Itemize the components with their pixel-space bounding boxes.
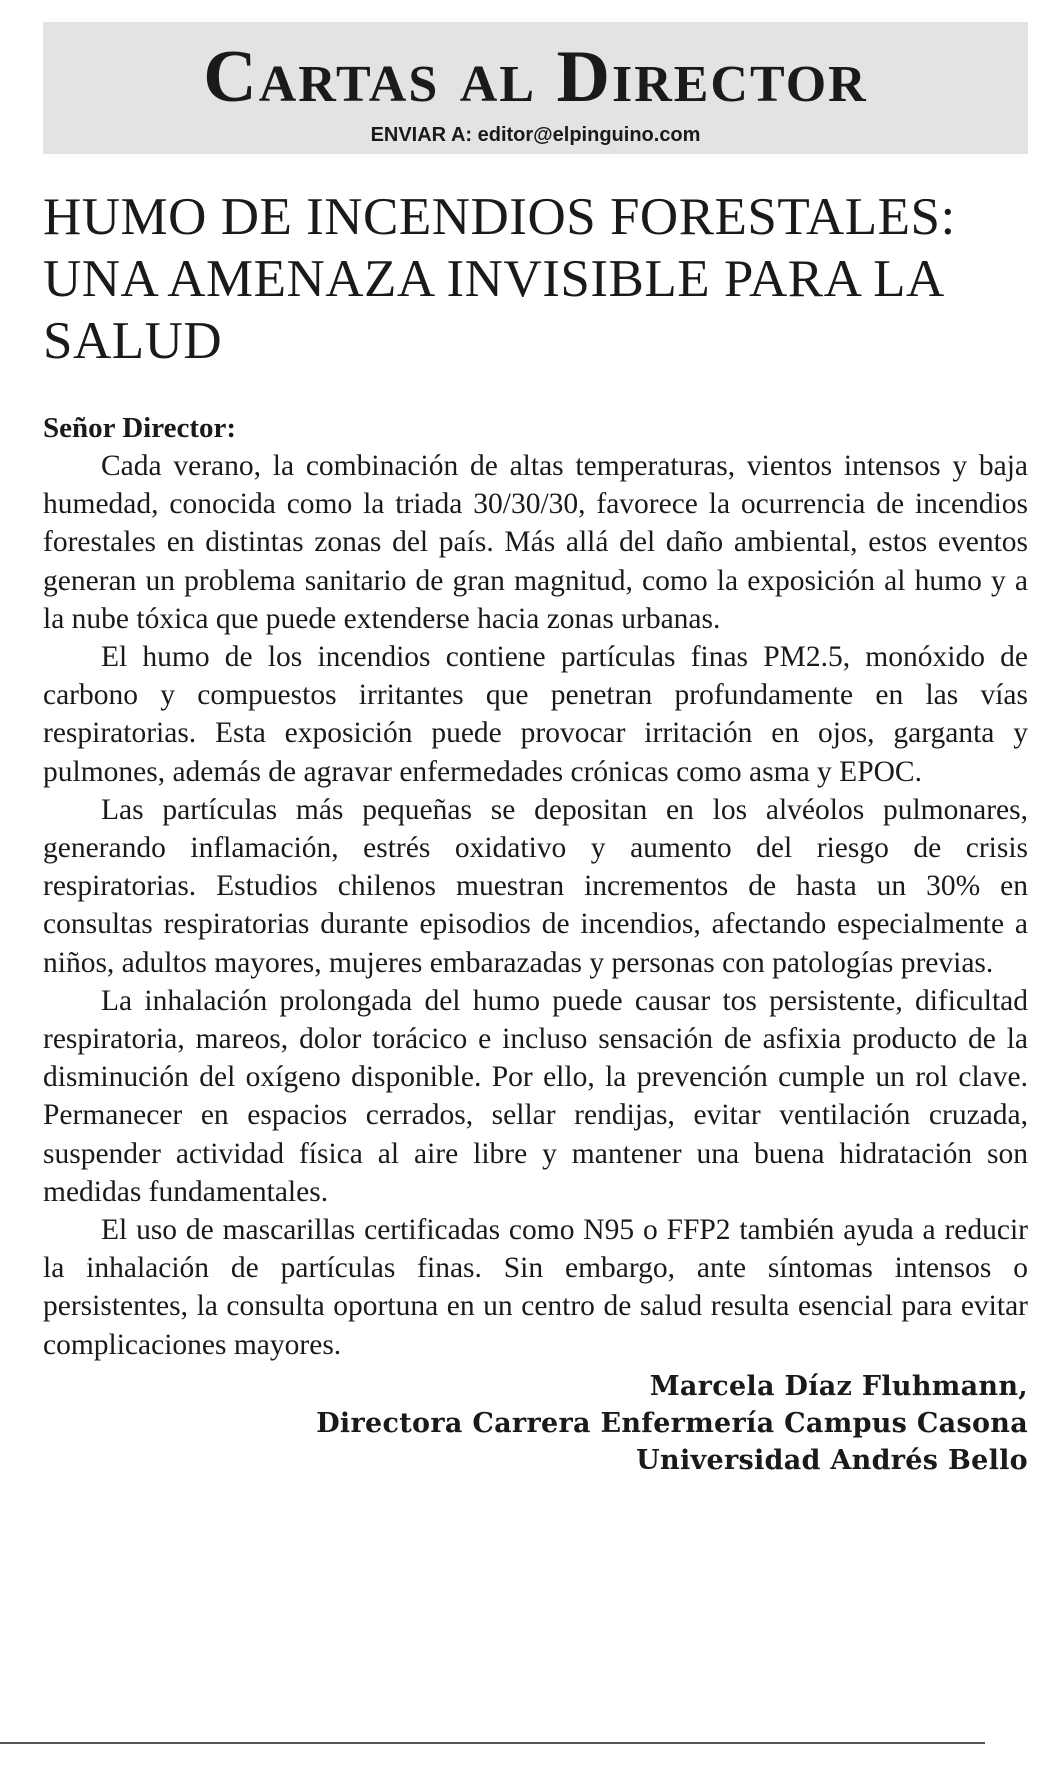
author-institution: Universidad Andrés Bello: [636, 1444, 1028, 1476]
article-headline: HUMO DE INCENDIOS FORESTALES: UNA AMENAZA INVISIBLE PARA LA SALUD: [43, 188, 956, 370]
send-to-email: ENVIAR A: editor@elpinguino.com: [370, 124, 701, 146]
paragraph: El uso de mascarillas certificadas como N95 o FFP2 también ayuda a reducir la inhalación de partículas finas. Sin embargo, ante síntomas intensos o persistentes, la consulta oportuna en un centro de salud resulta esencial para evitar complicaciones mayores.: [43, 1214, 1028, 1361]
letters-page: [43, 22, 1028, 1479]
author-role: Directora Carrera Enfermería Campus Casona: [316, 1407, 1028, 1439]
paragraph: La inhalación prolongada del humo puede causar tos persistente, dificultad respiratoria, mareos, dolor torácico e incluso sensación de asfixia producto de la disminución del oxígeno disponible. Por ello, la prevención cumple un rol clave. Permanecer en espacios cerrados, sellar rendijas, evitar ventilación cruzada, suspender actividad física al aire libre y mantener una buena hidratación son medidas fundamentales.: [43, 984, 1028, 1208]
paragraph: Las partículas más pequeñas se depositan en los alvéolos pulmonares, generando inflamación, estrés oxidativo y aumento del riesgo de crisis respiratorias. Estudios chilenos muestran incrementos de hasta un 30% en consultas respiratorias durante episodios de incendios, afectando especialmente a niños, adultos mayores, mujeres embarazadas y personas con patologías previas.: [43, 793, 1028, 979]
section-header: [43, 22, 1028, 154]
bottom-divider: [0, 1742, 985, 1744]
salutation: Señor Director:: [43, 412, 237, 444]
section-title: Cartas al Director: [203, 36, 868, 118]
paragraph: Cada verano, la combinación de altas temperaturas, vientos intensos y baja humedad, conocida como la triada 30/30/30, favorece la ocurrencia de incendios forestales en distintas zonas del país. Más allá del daño ambiental, estos eventos generan un problema sanitario de gran magnitud, como la exposición al humo y a la nube tóxica que puede extenderse hacia zonas urbanas.: [43, 450, 1028, 635]
letter-body: [43, 447, 1028, 1364]
paragraph: El humo de los incendios contiene partículas finas PM2.5, monóxido de carbono y compuestos irritantes que penetran profundamente en las vías respiratorias. Esta exposición puede provocar irritación en ojos, garganta y pulmones, además de agravar enfermedades crónicas como asma y EPOC.: [43, 641, 1028, 788]
author-name: Marcela Díaz Fluhmann,: [649, 1370, 1028, 1402]
signature-block: [43, 1368, 1028, 1479]
